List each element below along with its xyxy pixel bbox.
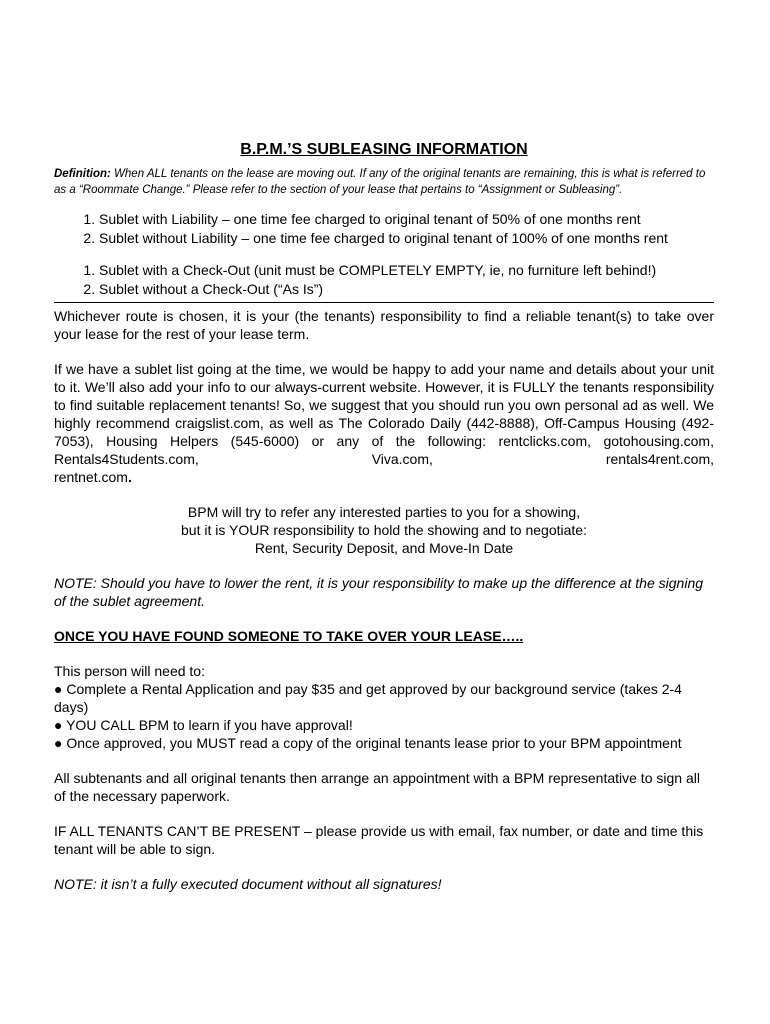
liability-option-without: 2. Sublet without Liability – one time fee charged to original tenant of 100% of one months rent [99, 229, 714, 248]
liability-option-with: 1. Sublet with Liability – one time fee charged to original tenant of 50% of one months rent [99, 210, 714, 229]
bullet-read-lease: ● Once approved, you MUST read a copy of the original tenants lease prior to your BPM appointment [54, 735, 682, 751]
definition-label: Definition: [54, 168, 111, 180]
spacer [54, 486, 714, 503]
note-signatures: NOTE: it isn’t a fully executed document without all signatures! [54, 876, 442, 892]
page-title: B.P.M.’S SUBLEASING INFORMATION [240, 141, 528, 158]
definition-paragraph [54, 166, 714, 198]
not-present-paragraph: IF ALL TENANTS CAN’T BE PRESENT – please provide us with email, fax number, or date and time this tenant will be able to sign. [54, 823, 704, 857]
sublet-list-paragraph: If we have a sublet list going at the time, we would be happy to add your name and details about your unit to it. We’ll also add your info to our always-current website. However, it is FULLY the tenants responsibility to find suitable replacement tenants! So, we suggest that you should run you own personal ad as well. We highly recommend craigslist.com, as well as The Colorado Daily (442-8888), Off-Campus Housing (492-7053), Housing Helpers (545-6000) or any of the following: rentclicks.com, gotohousing.com, Rentals4Students.com, Viva.com, rentals4rent.com, [54, 361, 714, 467]
spacer [54, 752, 714, 769]
refer-line-3: Rent, Security Deposit, and Move-In Date [254, 540, 514, 556]
section-divider [54, 302, 714, 303]
refer-line-1: BPM will try to refer any interested parties to you for a showing, [187, 504, 581, 520]
spacer [54, 805, 714, 822]
spacer [54, 610, 714, 627]
subtenants-paragraph: All subtenants and all original tenants then arrange an appointment with a BPM representative to sign all of the necessary paperwork. [54, 770, 700, 804]
definition-text: When ALL tenants on the lease are moving out. If any of the original tenants are remaining, this is what is referred to as a “Roommate Change.” Please refer to the section of your lease that pertains to “Assignment or Subleasing”. [54, 168, 706, 196]
checkout-option-without: 2. Sublet without a Check-Out (“As Is”) [99, 280, 714, 299]
checkout-options-list [54, 261, 714, 299]
checkout-option-with: 1. Sublet with a Check-Out (unit must be COMPLETELY EMPTY, ie, no furniture left behind!) [99, 261, 714, 280]
document-page [54, 140, 714, 893]
spacer [54, 557, 714, 574]
spacer [54, 858, 714, 875]
sublet-list-period: . [127, 469, 132, 485]
responsibility-paragraph: Whichever route is chosen, it is your (the tenants) responsibility to find a reliable tenant(s) to take over your lease for the rest of your lease term. [54, 308, 714, 342]
spacer [54, 645, 714, 662]
person-needs-intro: This person will need to: [54, 663, 205, 679]
note-rent: NOTE: Should you have to lower the rent, it is your responsibility to make up the difference at the signing of the sublet agreement. [54, 575, 704, 609]
spacer [54, 343, 714, 360]
rentnet-text: rentnet.com [54, 469, 128, 485]
liability-options-list [54, 210, 714, 248]
sublet-list-end [54, 468, 714, 486]
refer-line-2: but it is YOUR responsibility to hold the showing and to negotiate: [181, 522, 587, 538]
once-found-heading: ONCE YOU HAVE FOUND SOMEONE TO TAKE OVER YOUR LEASE….. [54, 628, 524, 644]
bullet-rental-application: ● Complete a Rental Application and pay $35 and get approved by our background service (takes 2-4 days) [54, 681, 682, 715]
bullet-call-bpm: ● YOU CALL BPM to learn if you have approval! [54, 717, 353, 733]
